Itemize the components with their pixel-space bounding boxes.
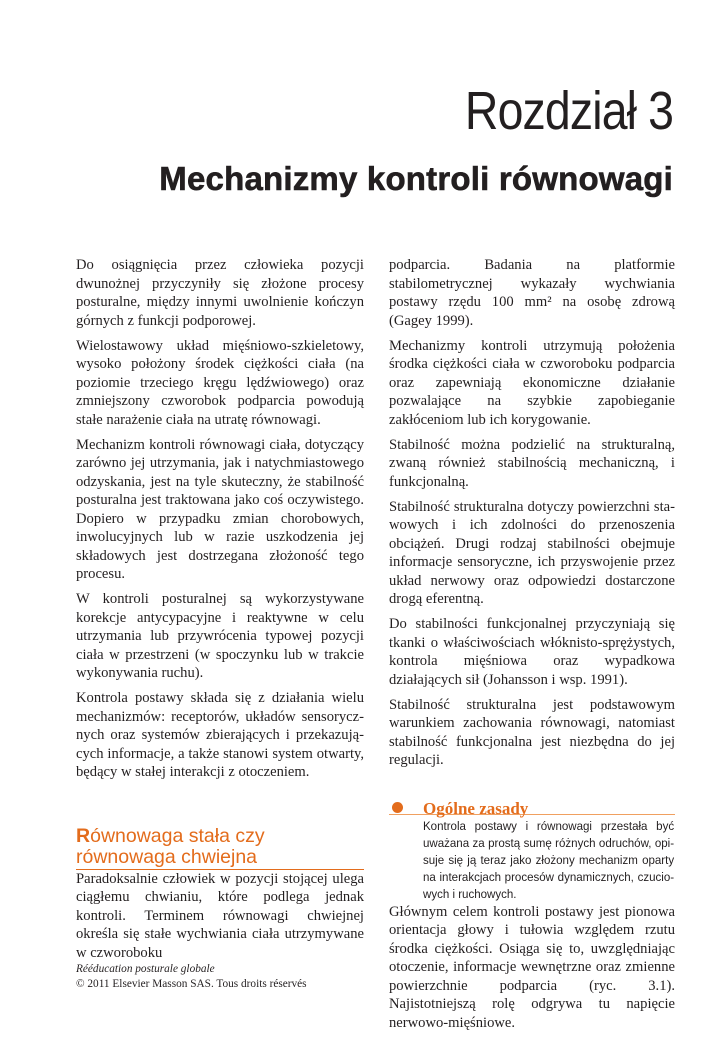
paragraph: Do stabilności funkcjonalnej przyczyniają się tkanki o właściwościach włóknisto-sprężystych, kontrola mięśniowa oraz wypadkowa działających sił (Johansson i wsp. 1991). xyxy=(389,616,675,688)
paragraph: Stabilność strukturalna jest podstawowym warunkiem zachowania równowagi, natomiast stabilność funkcjonalna jest niezbędna do jej regulacji. xyxy=(389,696,675,768)
section-heading-initial: R xyxy=(76,824,91,847)
paragraph: Paradoksalnie człowiek w pozycji stojącej ulega ciągłemu chwianiu, które podlega jednak kontroli. Terminem równowagi chwiejnej określa się stałe wychwiania ciała utrzymywane w czworoboku xyxy=(76,870,364,961)
chapter-number: Rozdział 3 xyxy=(464,81,673,141)
paragraph: Wielostawowy układ mięśniowo-szkieletowy, wysoko położony środek ciężkości ciała (na poziomie trzeciego kręgu lędźwiowego) oraz zmniejszony czworobok podparcia powodują stałe narażenie ciała na utratę równowagi. xyxy=(76,337,364,428)
chapter-title: Mechanizmy kontroli równowagi xyxy=(159,160,673,197)
left-column xyxy=(76,256,364,969)
paragraph: Mechanizm kontroli równowagi ciała, dotyczący zarówno jej utrzymania, jak i natychmiastowego odzyskania, jest na tyle skuteczny, że stabilność posturalna jest traktowana jako coś oczywistego. Dopiero w przypadku zmian chorobowych, inwolucyjnych lub w razie uszkodzenia jej składowych jest dostrzegana złożoność tego procesu. xyxy=(76,436,364,582)
bullet-dot-icon xyxy=(392,802,403,813)
paragraph: podparcia. Badania na platformie stabilometrycznej wykazały wychwiania postawy rzędu 100 mm² na osobę zdrową (Gagey 1999). xyxy=(389,257,675,329)
paragraph: Kontrola postawy składa się z działania wielu mechanizmów: receptorów, układów sensorycznych oraz systemów zbierających i przekazujących informacje, a także stanowi system otwarty, będący w stałej interakcji z otoczeniem. xyxy=(76,690,364,780)
section-heading xyxy=(76,826,364,870)
summary-box-text: Kontrola postawy i równowagi przestała być uważana za prostą sumę różnych odruchów, opisuje się ją teraz jako złożony mechanizm oparty na interakcjach procesów dynamicznych, czuciowych i ruchowych. xyxy=(423,818,675,901)
paragraph: Mechanizmy kontroli utrzymują położenia środka ciężkości ciała w czworoboku podparcia oraz zapewniają ekonomiczne działanie pozwalające na szybkie zapobieganie zakłóceniom lub ich korygowanie. xyxy=(389,337,675,428)
paragraph: W kontroli posturalnej są wykorzystywane korekcje antycypacyjne i reaktywne w celu utrzymania lub przywrócenia typowej pozycji ciała w przestrzeni (w spoczynku lub w trakcie wykonywania ruchu). xyxy=(76,591,364,681)
summary-box-title: Ogólne zasady xyxy=(423,798,529,818)
paragraph: Stabilność strukturalna dotyczy powierzchni stawowych i ich zdolności do przenoszenia obciążeń. Drugi rodzaj stabilności obejmuje informacje sensoryczne, ich przyswojenie przez układ nerwowy oraz odpowiedzi dostarczone drogą eferentną. xyxy=(389,498,675,607)
paragraph: Stabilność można podzielić na strukturalną, zwaną również stabilnością mechaniczną, i funkcjonalną. xyxy=(389,436,675,490)
footer-book-title: Rééducation posturale globale xyxy=(76,963,215,975)
paragraph: Do osiągnięcia przez człowieka pozycji dwunożnej przyczyniły się złożone procesy posturalne, między innymi uwolnienie kończyn górnych z funkcji podporowej. xyxy=(76,257,364,329)
right-column xyxy=(389,256,675,1039)
page-footer xyxy=(76,962,307,991)
summary-box xyxy=(389,800,675,903)
paragraph: Głównym celem kontroli postawy jest pionowa orientacja głowy i tułowia względem rzutu środka ciężkości. Osiąga się to, uwzględniając otoczenie, informacje wewnętrzne oraz zmienne powierzchnie podparcia (ryc. 3.1). Najistotniejszą rolę odgrywa tu napięcie nerwowo-mięśniowe. xyxy=(389,903,675,1031)
footer-copyright: © 2011 Elsevier Masson SAS. Tous droits réservés xyxy=(76,977,307,990)
section-heading-text: ównowaga stała czy równowaga chwiejna xyxy=(76,824,265,868)
summary-box-heading xyxy=(389,798,675,818)
